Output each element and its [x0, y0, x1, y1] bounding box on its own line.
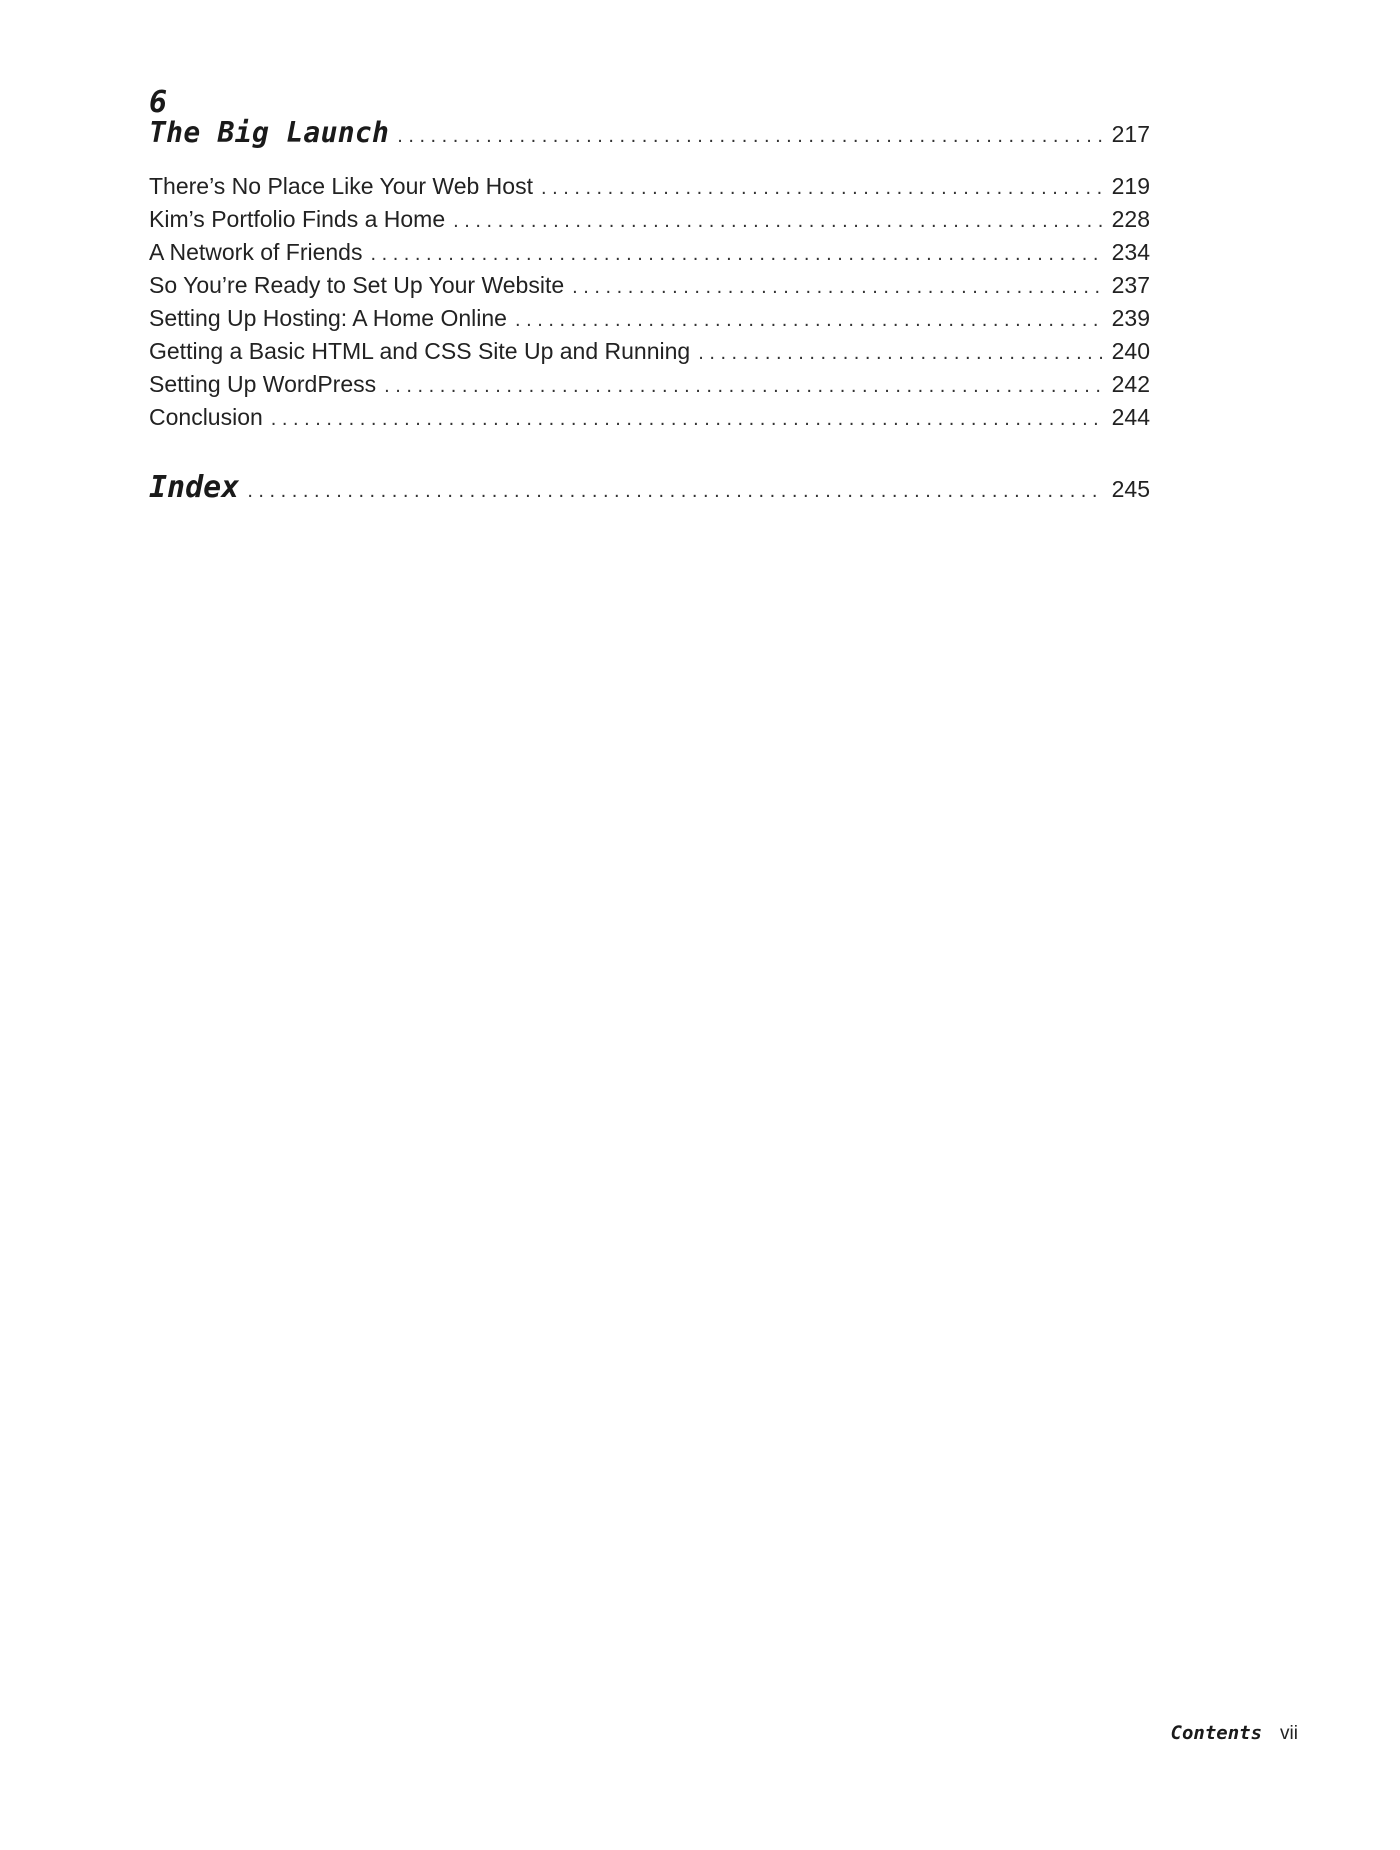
toc-entry-page: 219: [1111, 173, 1150, 199]
dot-leader: [397, 125, 1102, 148]
toc-entry-label: Conclusion: [149, 404, 263, 430]
dot-leader: [698, 337, 1102, 370]
toc-entry-label: There’s No Place Like Your Web Host: [149, 173, 533, 199]
dot-leader: [370, 238, 1102, 271]
toc-entry-page: 234: [1111, 239, 1150, 265]
toc-entry[interactable]: [149, 368, 1150, 401]
dot-leader: [541, 172, 1102, 205]
toc-entry-label: Getting a Basic HTML and CSS Site Up and Running: [149, 338, 691, 364]
toc-entry[interactable]: [149, 203, 1150, 236]
toc-entry-page: 239: [1111, 305, 1150, 331]
toc-entry-page: 228: [1111, 206, 1150, 232]
toc-entry[interactable]: [149, 401, 1150, 434]
dot-leader: [271, 403, 1102, 436]
dot-leader: [515, 304, 1102, 337]
index-row[interactable]: [149, 470, 1150, 514]
index-page-number: 245: [1111, 476, 1150, 502]
toc-entry-label: So You’re Ready to Set Up Your Website: [149, 272, 565, 298]
toc-entry-label: Setting Up WordPress: [149, 371, 377, 397]
chapter-heading-row[interactable]: [149, 116, 1150, 166]
index-title: Index: [149, 470, 240, 505]
footer-page-number: vii: [1280, 1723, 1298, 1744]
toc-entry-page: 237: [1111, 272, 1150, 298]
toc-entry-label: A Network of Friends: [149, 239, 363, 265]
dot-leader: [572, 271, 1102, 304]
toc-entry[interactable]: [149, 335, 1150, 368]
table-of-contents: [149, 85, 1150, 514]
dot-leader: [453, 205, 1102, 238]
toc-entry-label: Kim’s Portfolio Finds a Home: [149, 206, 446, 232]
toc-entry[interactable]: [149, 269, 1150, 302]
toc-entry-label: Setting Up Hosting: A Home Online: [149, 305, 507, 331]
page-footer: [1171, 1722, 1298, 1745]
dot-leader: [247, 480, 1102, 503]
toc-entry[interactable]: [149, 170, 1150, 203]
dot-leader: [384, 370, 1102, 403]
toc-entry[interactable]: [149, 302, 1150, 335]
toc-entry[interactable]: [149, 236, 1150, 269]
toc-entry-page: 240: [1111, 338, 1150, 364]
toc-entry-page: 242: [1111, 371, 1150, 397]
chapter-page-number: 217: [1111, 121, 1150, 147]
chapter-title: The Big Launch: [149, 116, 390, 149]
toc-entry-page: 244: [1111, 404, 1150, 430]
chapter-number: 6: [149, 85, 168, 120]
footer-section-label: Contents: [1170, 1722, 1263, 1744]
